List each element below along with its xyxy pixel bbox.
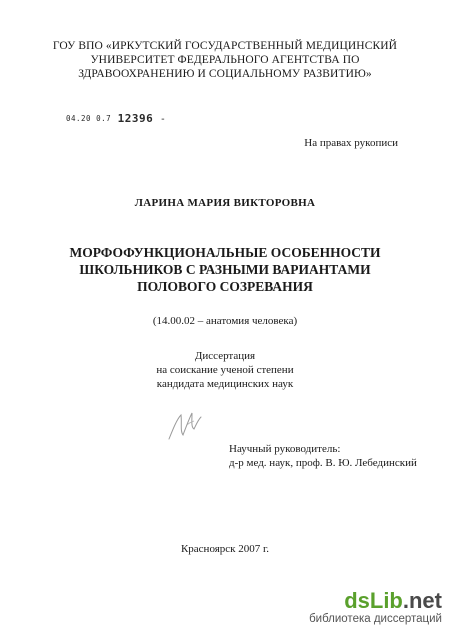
org-line-2: УНИВЕРСИТЕТ ФЕДЕРАЛЬНОГО АГЕНТСТВА ПО: [90, 54, 360, 66]
logo-main: dsLib: [344, 588, 403, 613]
org-line-3: ЗДРАВООХРАНЕНИЮ И СОЦИАЛЬНОМУ РАЗВИТИЮ»: [78, 68, 372, 80]
title-line-3: ПОЛОВОГО СОЗРЕВАНИЯ: [137, 279, 313, 294]
stamp-suffix: -: [159, 114, 167, 125]
specialty-code: (14.00.02 – анатомия человека): [152, 315, 298, 327]
logo-tld: .net: [402, 588, 442, 613]
title-line-1: МОРФОФУНКЦИОНАЛЬНЫЕ ОСОБЕННОСТИ: [69, 245, 381, 260]
title-line-2: ШКОЛЬНИКОВ С РАЗНЫМИ ВАРИАНТАМИ: [79, 262, 371, 277]
stamp-prefix: 04.20 0.7: [66, 114, 112, 123]
dissertation-title: [0, 244, 450, 295]
dissertation-info: [0, 349, 450, 391]
diss-line-2: на соискание ученой степени: [156, 364, 294, 376]
stamp-number: 12396: [117, 112, 154, 125]
org-line-1: ГОУ ВПО «ИРКУТСКИЙ ГОСУДАРСТВЕННЫЙ МЕДИЦИНСКИЙ: [52, 40, 398, 52]
library-stamp: [66, 112, 166, 125]
dslib-watermark[interactable]: [309, 590, 442, 626]
author-name: ЛАРИНА МАРИЯ ВИКТОРОВНА: [134, 197, 316, 209]
scientific-supervisor: [229, 442, 417, 470]
supervisor-label: Научный руководитель:: [229, 443, 341, 455]
watermark-subtitle: библиотека диссертаций: [309, 613, 442, 625]
diss-line-3: кандидата медицинских наук: [156, 378, 294, 390]
organization-header: [0, 39, 450, 81]
manuscript-rights: На правах рукописи: [304, 137, 398, 149]
city-year: Красноярск 2007 г.: [180, 543, 270, 555]
dslib-logo: [309, 590, 442, 612]
supervisor-name: д-р мед. наук, проф. В. Ю. Лебединский: [229, 457, 417, 469]
diss-line-1: Диссертация: [194, 350, 256, 362]
handwritten-signature: [161, 405, 211, 445]
